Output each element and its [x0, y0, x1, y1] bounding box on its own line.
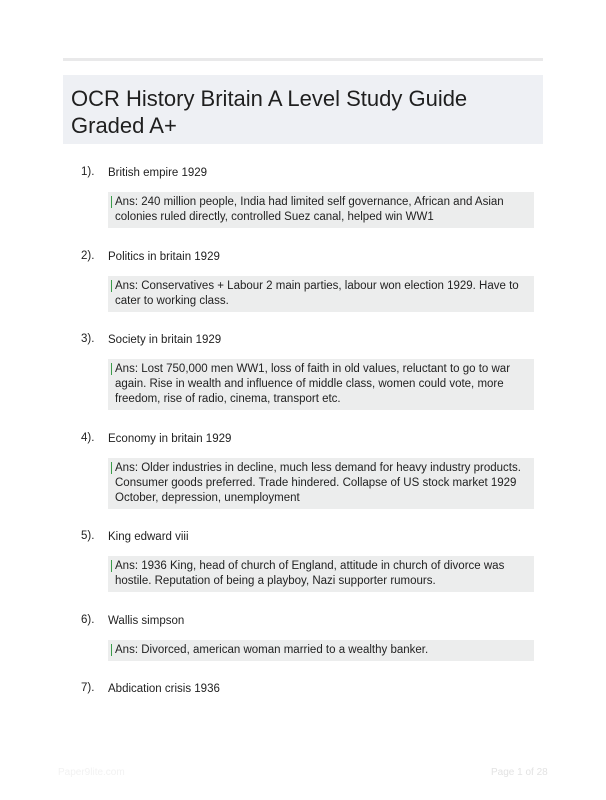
answer-text: Ans: Lost 750,000 men WW1, loss of faith in old values, reluctant to go to war again. Rise in wealth and influence of middle class, women could vote, more freedom, rise of radio, cinema, transport etc. — [115, 363, 511, 405]
qa-item — [63, 333, 543, 410]
answer-text: Ans: Conservatives + Labour 2 main parties, labour won election 1929. Have to cater to working class. — [115, 280, 519, 307]
title-banner — [63, 75, 543, 144]
answer-text: Ans: Older industries in decline, much less demand for heavy industry products. Consumer goods preferred. Trade hindered. Collapse of US stock market 1929 October, depression, unemployment — [115, 462, 521, 504]
answer-marker — [111, 560, 112, 572]
item-number: 1). — [81, 166, 95, 178]
answer-box — [108, 458, 534, 509]
top-divider — [63, 58, 543, 61]
question-text: Wallis simpson — [108, 615, 185, 627]
answer-text: Ans: Divorced, american woman married to a wealthy banker. — [115, 644, 429, 656]
item-number: 6). — [81, 614, 95, 626]
question-text: Economy in britain 1929 — [108, 433, 232, 445]
answer-box — [108, 359, 534, 410]
answer-marker — [111, 196, 112, 208]
answer-marker — [111, 462, 112, 474]
question-text: Politics in britain 1929 — [108, 251, 220, 263]
item-number: 4). — [81, 432, 95, 444]
answer-box — [108, 276, 534, 312]
answer-text: Ans: 1936 King, head of church of England, attitude in church of divorce was hostile. Reputation of being a playboy, Nazi supporter rumours. — [115, 560, 505, 587]
question-text: King edward viii — [108, 531, 189, 543]
answer-box — [108, 640, 534, 661]
qa-item — [63, 250, 543, 312]
item-number: 5). — [81, 530, 95, 542]
footer-watermark: Paper9lite.com — [58, 767, 125, 778]
page-number: Page 1 of 28 — [491, 767, 548, 778]
item-number: 7). — [81, 682, 95, 694]
question-text: Abdication crisis 1936 — [108, 683, 220, 695]
question-text: Society in britain 1929 — [108, 334, 222, 346]
qa-item — [63, 530, 543, 592]
qa-item — [63, 432, 543, 509]
qa-item — [63, 166, 543, 228]
answer-box — [108, 192, 534, 228]
answer-marker — [111, 644, 112, 656]
answer-marker — [111, 363, 112, 375]
item-number: 3). — [81, 333, 95, 345]
answer-marker — [111, 280, 112, 292]
document-title: OCR History Britain A Level Study Guide Graded A+ — [71, 86, 468, 138]
answer-box — [108, 556, 534, 592]
question-text: British empire 1929 — [108, 167, 208, 179]
qa-item — [63, 682, 543, 702]
qa-item — [63, 614, 543, 661]
item-number: 2). — [81, 250, 95, 262]
answer-text: Ans: 240 million people, India had limited self governance, African and Asian colonies ruled directly, controlled Suez canal, helped win WW1 — [115, 196, 504, 223]
